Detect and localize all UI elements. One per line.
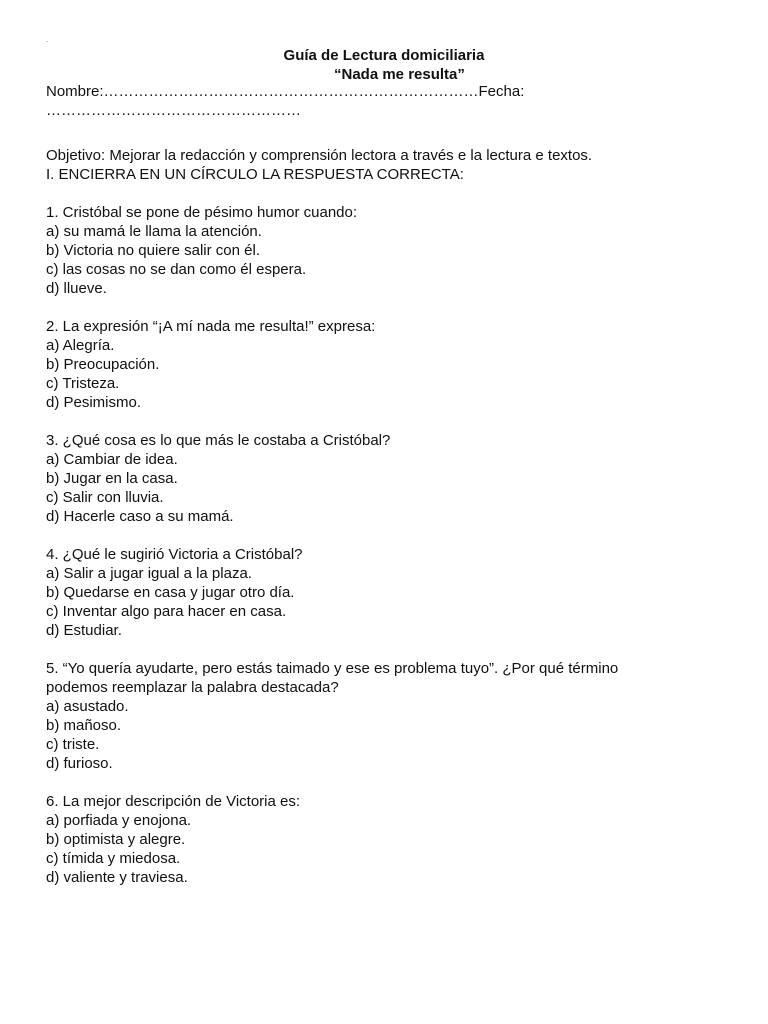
spacer <box>46 412 736 431</box>
worksheet-content <box>46 146 736 887</box>
question-4 <box>46 545 736 640</box>
question-text-continued: podemos reemplazar la palabra destacada? <box>46 679 339 696</box>
question-1 <box>46 203 736 298</box>
document-subtitle: “Nada me resulta” <box>334 66 465 83</box>
answer-option[interactable]: c) triste. <box>46 736 100 753</box>
answer-option[interactable]: c) tímida y miedosa. <box>46 850 181 867</box>
question-2 <box>46 317 736 412</box>
answer-option[interactable]: d) Pesimismo. <box>46 394 142 411</box>
answer-option[interactable]: b) Jugar en la casa. <box>46 470 178 487</box>
fecha-dots-line: …………………………………………… <box>46 102 301 119</box>
question-text: 2. La expresión “¡A mí nada me resulta!” expresa: <box>46 318 376 335</box>
question-text: 5. “Yo quería ayudarte, pero estás taimado y ese es problema tuyo”. ¿Por qué término <box>46 660 619 677</box>
question-5 <box>46 659 736 773</box>
answer-option[interactable]: d) Hacerle caso a su mamá. <box>46 508 234 525</box>
answer-option[interactable]: b) mañoso. <box>46 717 122 734</box>
question-text: 4. ¿Qué le sugirió Victoria a Cristóbal? <box>46 546 303 563</box>
question-text: 1. Cristóbal se pone de pésimo humor cuando: <box>46 204 358 221</box>
question-text: 3. ¿Qué cosa es lo que más le costaba a Cristóbal? <box>46 432 391 449</box>
document-title: Guía de Lectura domiciliaria <box>283 47 485 64</box>
answer-option[interactable]: d) llueve. <box>46 280 107 297</box>
spacer <box>46 526 736 545</box>
answer-option[interactable]: a) Cambiar de idea. <box>46 451 178 468</box>
answer-option[interactable]: a) su mamá le llama la atención. <box>46 223 262 240</box>
answer-option[interactable]: c) Salir con lluvia. <box>46 489 164 506</box>
answer-option[interactable]: b) Preocupación. <box>46 356 160 373</box>
spacer <box>46 640 736 659</box>
answer-option[interactable]: d) Estudiar. <box>46 622 122 639</box>
answer-option[interactable]: c) Tristeza. <box>46 375 120 392</box>
question-text: 6. La mejor descripción de Victoria es: <box>46 793 301 810</box>
nombre-fecha-line: Nombre:…………………………………………………………………Fecha: <box>46 83 525 100</box>
spacer <box>46 298 736 317</box>
corner-mark: . <box>46 35 49 44</box>
question-3 <box>46 431 736 526</box>
answer-option[interactable]: c) las cosas no se dan como él espera. <box>46 261 307 278</box>
answer-option[interactable]: a) porfiada y enojona. <box>46 812 192 829</box>
answer-option[interactable]: b) Victoria no quiere salir con él. <box>46 242 260 259</box>
answer-option[interactable]: c) Inventar algo para hacer en casa. <box>46 603 287 620</box>
section-title: I. ENCIERRA EN UN CÍRCULO LA RESPUESTA CORRECTA: <box>46 166 464 183</box>
answer-option[interactable]: d) furioso. <box>46 755 113 772</box>
answer-option[interactable]: b) Quedarse en casa y jugar otro día. <box>46 584 295 601</box>
answer-option[interactable]: d) valiente y traviesa. <box>46 869 188 886</box>
objective-text: Objetivo: Mejorar la redacción y comprensión lectora a través e la lectura e textos. <box>46 147 593 164</box>
answer-option[interactable]: a) Alegría. <box>46 337 115 354</box>
answer-option[interactable]: a) Salir a jugar igual a la plaza. <box>46 565 252 582</box>
question-6 <box>46 792 736 887</box>
spacer <box>46 773 736 792</box>
answer-option[interactable]: b) optimista y alegre. <box>46 831 186 848</box>
spacer <box>46 184 736 203</box>
answer-option[interactable]: a) asustado. <box>46 698 129 715</box>
student-info <box>46 82 736 120</box>
